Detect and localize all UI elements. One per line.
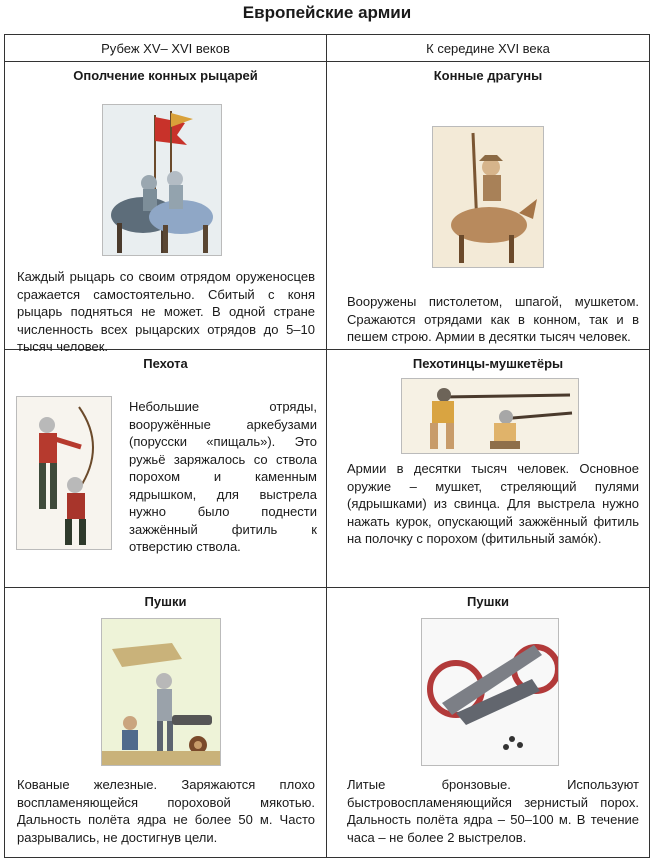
cell-heading: Ополчение конных рыцарей — [73, 68, 258, 83]
cell-heading: Пушки — [467, 594, 509, 609]
cell-description: Литые бронзовые. Используют быстровоспламеняющийся зернистый порох. Дальность полёта ядра – 50–100 м. В течение часа – не более 2 выстрелов. — [347, 777, 639, 845]
forged-cannon-illustration — [101, 618, 221, 766]
cell-description: Каждый рыцарь со своим отрядом оруженосцев сражается самостоятельно. Сбитый с коня рыцарь подняться не может. В одной стране численность всех рыцарских отрядов до 5–10 тысяч человек. — [17, 269, 315, 354]
armies-table — [4, 34, 650, 858]
cell-description: Небольшие отряды, вооружённые аркебузами (порусски «пищаль»). Это ружьё заряжалось со ствола порохом и каменным ядрышком, для выстрела нужно было поднести зажжённый фитиль к отверстию ствола. — [129, 399, 317, 554]
table-header-row — [5, 35, 650, 62]
cell-description: Вооружены пистолетом, шпагой, мушкетом. Сражаются отрядами как в конном, так и в пешем строю. Армии в десятки тысяч человек. — [347, 294, 639, 344]
cell-heading: Конные драгуны — [433, 68, 543, 83]
cell-dragoons — [327, 62, 650, 350]
column-header-left: Рубеж XV– XVI веков — [5, 35, 327, 62]
infantry-illustration — [16, 396, 112, 550]
cast-cannon-illustration — [421, 618, 559, 766]
cell-description: Армии в десятки тысяч человек. Основное оружие – мушкет, стреляющий пулями (ядрышками) из свинца. Для выстрела нужно нажать курок, опускающий зажжённый фитиль на полочку с порохом (фитильный замо́к). — [347, 461, 639, 546]
table-row — [5, 62, 650, 350]
column-header-right: К середине XVI века — [327, 35, 650, 62]
cell-cannons-right — [327, 588, 650, 858]
cell-description: Кованые железные. Заряжаются плохо воспламеняющейся пороховой мякотью. Дальность полёта ядра не более 50 м. Часто разрывались, не достигнув цели. — [17, 777, 315, 845]
page-title: Европейские армии — [242, 3, 412, 22]
knights-illustration — [102, 104, 222, 256]
musketeers-illustration — [401, 378, 579, 454]
cell-musketeers — [327, 350, 650, 588]
cell-cannons-left — [5, 588, 327, 858]
cell-heading: Пехота — [143, 356, 188, 371]
dragoons-illustration — [432, 126, 544, 268]
table-row — [5, 588, 650, 858]
table-row — [5, 350, 650, 588]
cell-heading: Пушки — [144, 594, 187, 609]
cell-infantry — [5, 350, 327, 588]
cell-heading: Пехотинцы-мушкетёры — [412, 356, 564, 371]
cell-knights — [5, 62, 327, 354]
